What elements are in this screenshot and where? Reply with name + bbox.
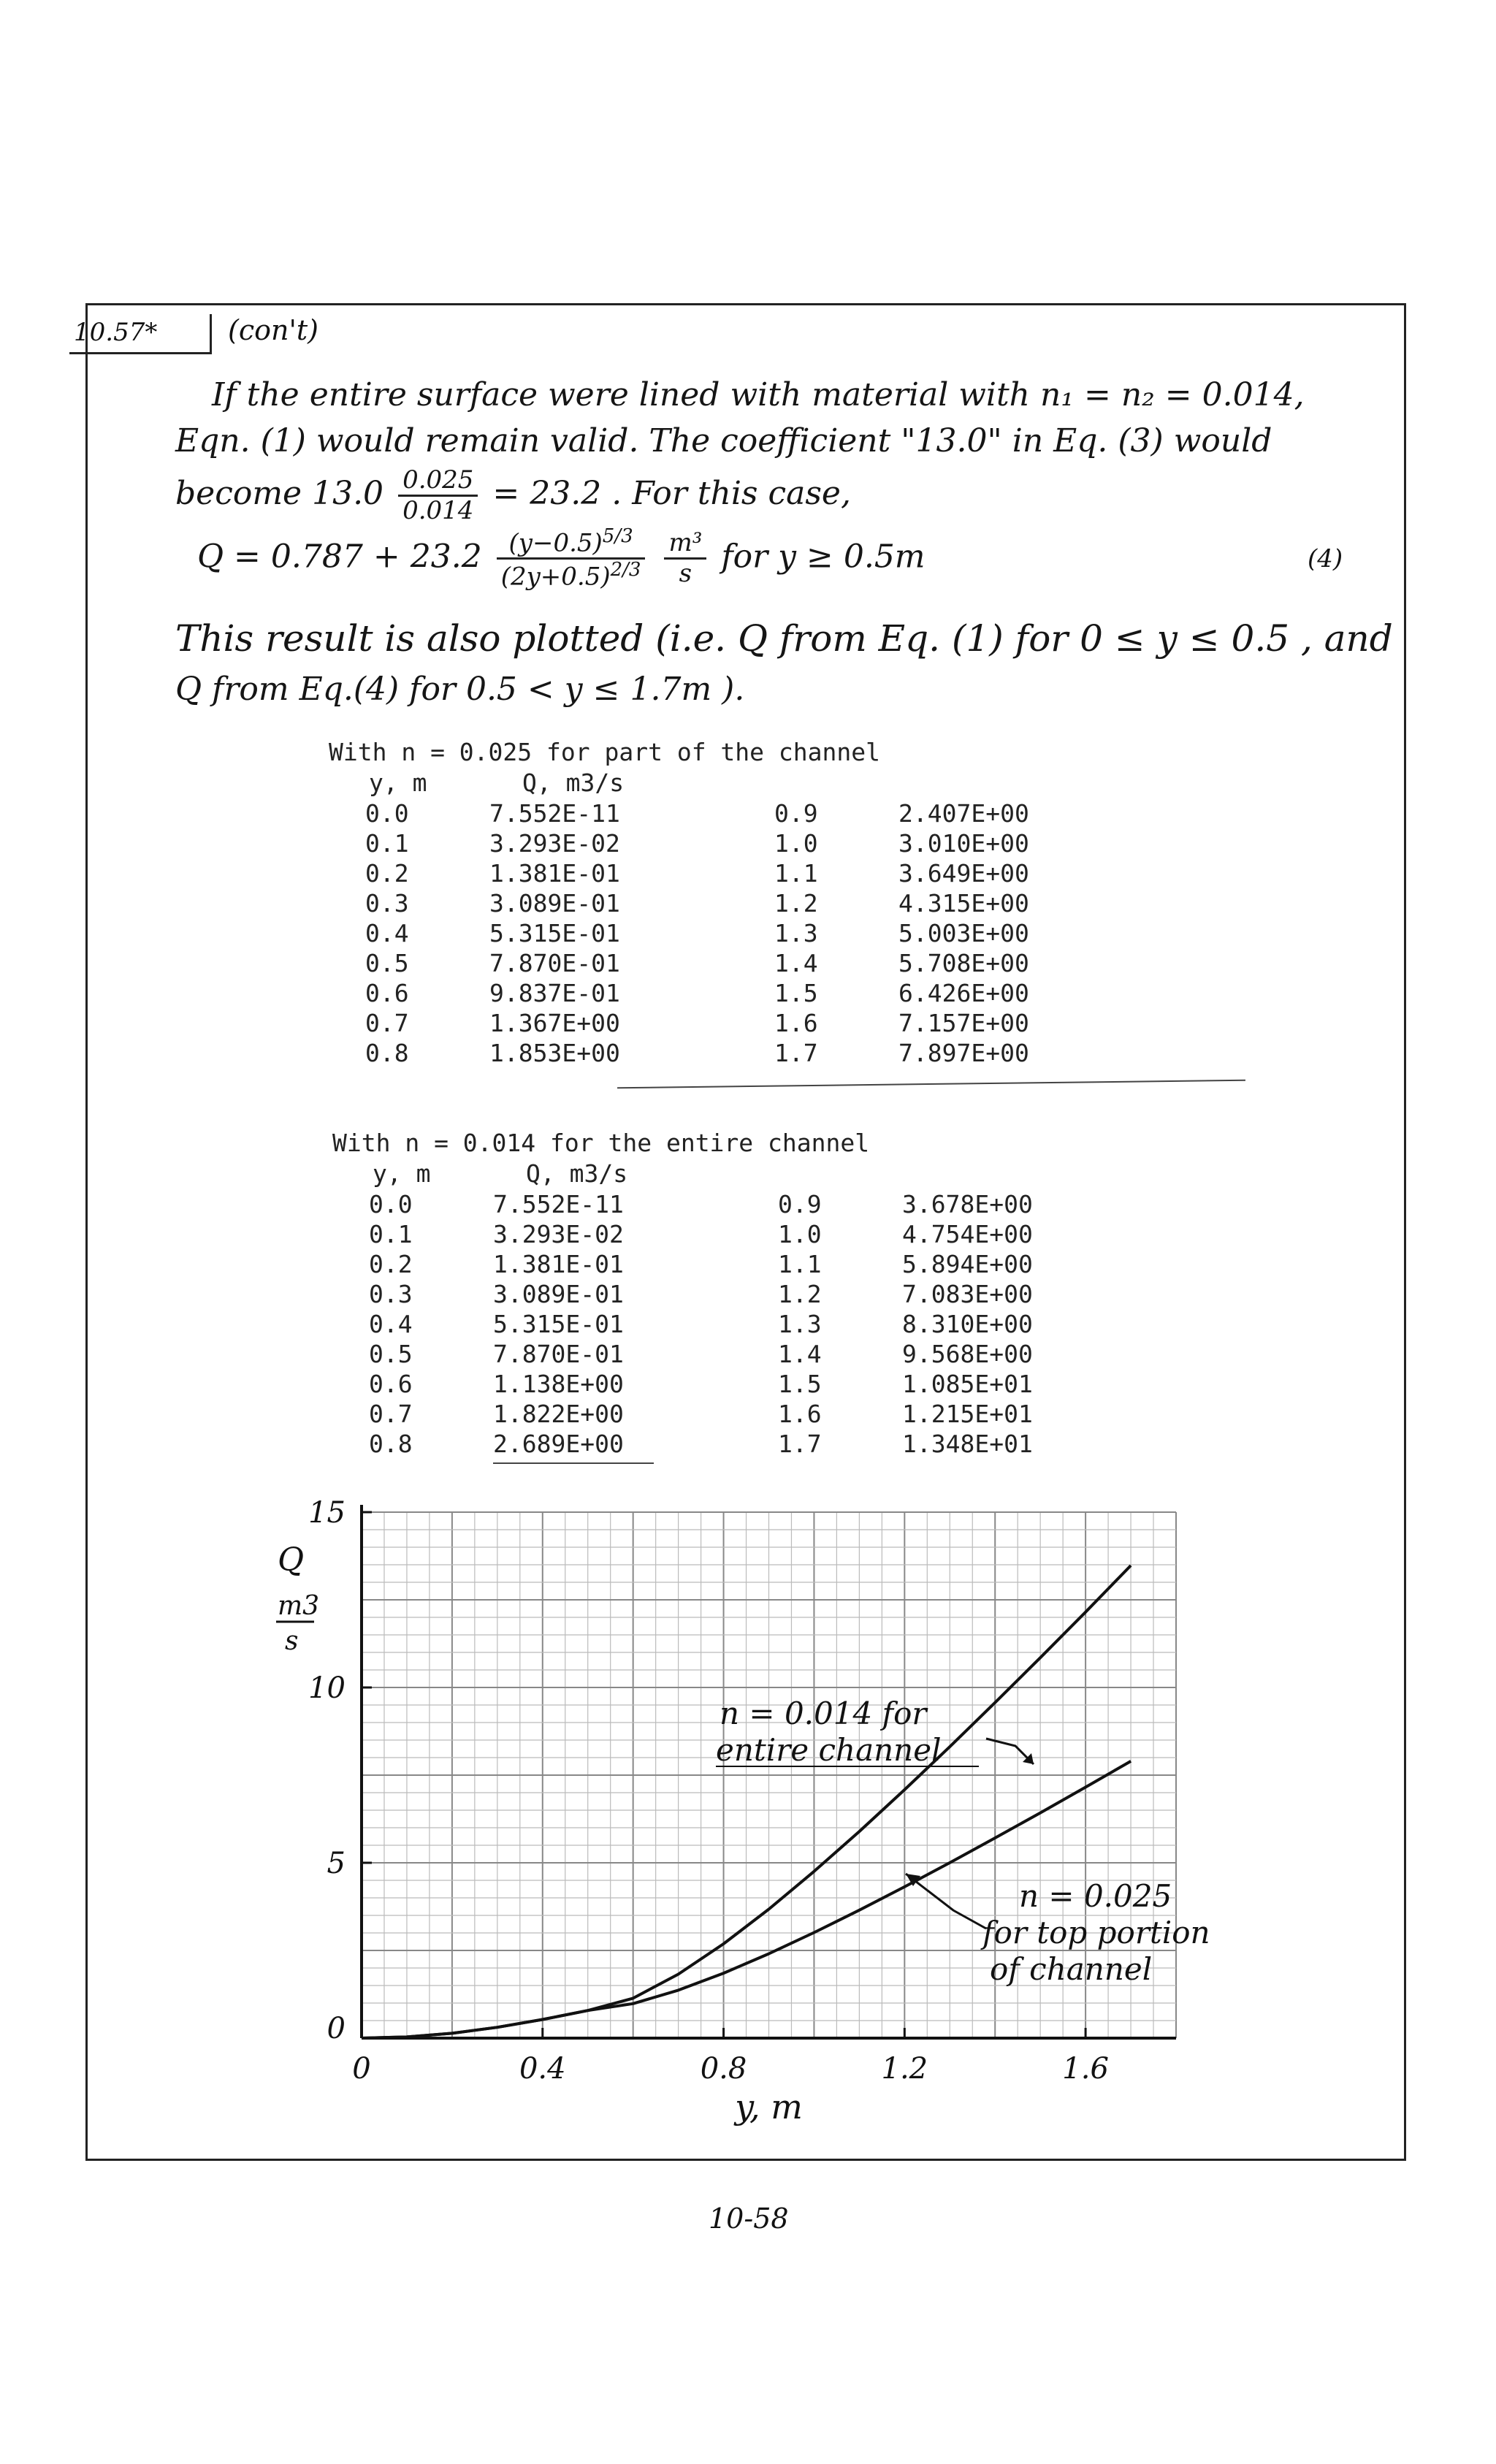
cell-q: 4.754E+00: [902, 1220, 1033, 1248]
cell-y: 1.4: [774, 949, 818, 977]
eq-den-base: (2y+0.5): [500, 562, 611, 592]
cell-y: 0.4: [365, 919, 409, 947]
cell-y: 0.8: [369, 1430, 413, 1458]
unit-numerator: m³: [664, 529, 706, 560]
table2-underline: [493, 1462, 654, 1464]
cell-q: 1.367E+00: [489, 1009, 620, 1037]
equation-numerator: [497, 526, 646, 560]
cell-y: 1.5: [778, 1370, 822, 1398]
equation-fraction: [497, 526, 646, 592]
cell-y: 1.5: [774, 979, 818, 1007]
cell-q: 1.822E+00: [493, 1400, 624, 1428]
cell-y: 0.9: [774, 799, 818, 828]
chart-ticks: [308, 1496, 1109, 2086]
table-row: [365, 978, 1066, 1008]
table-row: [365, 1008, 1066, 1038]
cell-q: 7.870E-01: [489, 949, 620, 977]
cell-y: 1.3: [778, 1310, 822, 1338]
cell-q: 3.678E+00: [902, 1190, 1033, 1218]
cell-y: 0.1: [369, 1220, 413, 1248]
equation-4: [197, 526, 926, 592]
y-axis-label-q: Q: [278, 1541, 305, 1579]
table-row: [369, 1279, 1070, 1309]
ratio-denominator: 0.014: [402, 496, 474, 526]
x-tick-label: 1.2: [881, 2052, 928, 2086]
y-axis-unit-num: m3: [278, 1591, 320, 1621]
cell-q: 5.315E-01: [493, 1310, 624, 1338]
cell-q: 3.089E-01: [489, 889, 620, 918]
cell-q: 4.315E+00: [898, 889, 1029, 918]
cell-y: 0.8: [365, 1039, 409, 1067]
table-row: [365, 828, 1066, 858]
cell-q: 2.689E+00: [493, 1430, 624, 1458]
cell-y: 0.7: [369, 1400, 413, 1428]
cell-y: 0.0: [369, 1190, 413, 1218]
text-line-3: [175, 466, 851, 525]
table1-col-y: y, m: [369, 768, 427, 797]
cell-y: 1.1: [774, 859, 818, 888]
table-row: [369, 1369, 1070, 1399]
table-row: [365, 948, 1066, 978]
cell-q: 1.853E+00: [489, 1039, 620, 1067]
cell-y: 1.7: [774, 1039, 818, 1067]
eq-den-exp: 2/3: [610, 559, 641, 581]
text-line-3a: become 13.0: [175, 475, 384, 513]
cell-y: 0.4: [369, 1310, 413, 1338]
cell-q: 3.293E-02: [493, 1220, 624, 1248]
chart-svg: [241, 1483, 1264, 2140]
cell-q: 5.708E+00: [898, 949, 1029, 977]
cell-q: 5.003E+00: [898, 919, 1029, 947]
cell-q: 7.157E+00: [898, 1009, 1029, 1037]
cell-q: 3.010E+00: [898, 829, 1029, 858]
annotation-n0025-line3: of channel: [990, 1951, 1153, 1987]
unit-fraction: [664, 529, 706, 588]
table-row: [369, 1429, 1070, 1459]
y-tick-label: 10: [308, 1671, 346, 1705]
y-axis-unit-den: s: [285, 1626, 299, 1656]
eq-num-base: (y−0.5): [508, 528, 603, 558]
cell-y: 1.4: [778, 1340, 822, 1368]
cell-q: 7.552E-11: [489, 799, 620, 828]
cell-q: 3.293E-02: [489, 829, 620, 858]
ratio-fraction: [398, 466, 478, 525]
cell-y: 0.9: [778, 1190, 822, 1218]
cell-q: 5.894E+00: [902, 1250, 1033, 1278]
equation-right: for y ≥ 0.5m: [721, 538, 926, 576]
cell-y: 1.0: [774, 829, 818, 858]
table-row: [365, 798, 1066, 828]
cell-y: 0.3: [365, 889, 409, 918]
cell-q: 1.138E+00: [493, 1370, 624, 1398]
table2-caption: With n = 0.014 for the entire channel: [332, 1129, 870, 1157]
table1: [365, 798, 1066, 1068]
table-row: [365, 858, 1066, 888]
cell-y: 0.6: [365, 979, 409, 1007]
cell-q: 2.407E+00: [898, 799, 1029, 828]
annotation-n0014-line1: n = 0.014 for: [720, 1696, 927, 1731]
annotation-n0025-line1: n = 0.025: [1019, 1878, 1172, 1914]
cell-y: 1.6: [778, 1400, 822, 1428]
text-line-1b: n₁ = n₂ = 0.014,: [1040, 376, 1305, 413]
text-line-1: [212, 376, 1305, 413]
text-line-6: Q from Eq.(4) for 0.5 < y ≤ 1.7m ).: [175, 671, 745, 708]
cell-q: 3.089E-01: [493, 1280, 624, 1308]
cell-q: 9.568E+00: [902, 1340, 1033, 1368]
cell-q: 5.315E-01: [489, 919, 620, 947]
table-row: [365, 918, 1066, 948]
cell-y: 0.2: [365, 859, 409, 888]
text-line-3b: = 23.2 . For this case,: [492, 475, 851, 513]
text-line-1a: If the entire surface were lined with material with: [212, 376, 1031, 413]
unit-denominator: s: [679, 559, 692, 589]
table2: [369, 1189, 1070, 1459]
cell-y: 0.3: [369, 1280, 413, 1308]
cell-q: 3.649E+00: [898, 859, 1029, 888]
x-tick-label: 0: [352, 2052, 371, 2086]
cell-y: 0.7: [365, 1009, 409, 1037]
annotation-n0025-line2: for top portion: [982, 1915, 1210, 1950]
cell-q: 7.083E+00: [902, 1280, 1033, 1308]
table-row: [369, 1219, 1070, 1249]
cell-q: 1.381E-01: [489, 859, 620, 888]
cell-q: 1.348E+01: [902, 1430, 1033, 1458]
cell-y: 1.1: [778, 1250, 822, 1278]
y-tick-label: 5: [327, 1847, 346, 1880]
table-row: [369, 1189, 1070, 1219]
cell-y: 0.5: [369, 1340, 413, 1368]
cell-y: 1.2: [778, 1280, 822, 1308]
cell-y: 0.2: [369, 1250, 413, 1278]
eq-num-exp: 5/3: [602, 525, 633, 547]
cell-q: 7.897E+00: [898, 1039, 1029, 1067]
page-number: 10-58: [709, 2202, 789, 2235]
equation-denominator: [497, 560, 646, 591]
cell-y: 0.0: [365, 799, 409, 828]
table-row: [369, 1249, 1070, 1279]
table1-caption: With n = 0.025 for part of the channel: [329, 738, 880, 766]
cell-q: 1.381E-01: [493, 1250, 624, 1278]
cell-y: 1.3: [774, 919, 818, 947]
table-row: [365, 1038, 1066, 1068]
table2-col-y: y, m: [373, 1159, 431, 1188]
cell-y: 1.7: [778, 1430, 822, 1458]
text-line-2: Eqn. (1) would remain valid. The coefficient "13.0" in Eq. (3) would: [175, 422, 1272, 459]
table-row: [365, 888, 1066, 918]
annotation-n0014-line2: entire channel: [716, 1732, 942, 1768]
table-row: [369, 1309, 1070, 1339]
x-tick-label: 1.6: [1062, 2052, 1109, 2086]
cell-y: 1.6: [774, 1009, 818, 1037]
continued-label: (con't): [228, 314, 319, 346]
table1-col-q: Q, m3/s: [522, 768, 625, 797]
y-tick-label: 15: [308, 1496, 346, 1530]
cell-y: 0.5: [365, 949, 409, 977]
cell-q: 7.870E-01: [493, 1340, 624, 1368]
x-tick-label: 0.4: [519, 2052, 566, 2086]
y-tick-label: 0: [327, 2012, 346, 2045]
cell-q: 1.085E+01: [902, 1370, 1033, 1398]
cell-y: 1.0: [778, 1220, 822, 1248]
equation-left: Q = 0.787 + 23.2: [197, 538, 482, 576]
cell-y: 0.1: [365, 829, 409, 858]
problem-number: 10.57*: [69, 314, 212, 354]
cell-q: 9.837E-01: [489, 979, 620, 1007]
table-row: [369, 1339, 1070, 1369]
text-line-5: This result is also plotted (i.e. Q from Eq. (1) for 0 ≤ y ≤ 0.5 , and: [175, 617, 1393, 660]
table-row: [369, 1399, 1070, 1429]
x-axis-label: y, m: [735, 2087, 803, 2127]
cell-y: 0.6: [369, 1370, 413, 1398]
equation-number: (4): [1308, 544, 1343, 573]
cell-q: 8.310E+00: [902, 1310, 1033, 1338]
cell-q: 7.552E-11: [493, 1190, 624, 1218]
annotation-arrow-n0025: [906, 1874, 986, 1929]
table2-col-q: Q, m3/s: [526, 1159, 628, 1188]
x-tick-label: 0.8: [700, 2052, 747, 2086]
cell-y: 1.2: [774, 889, 818, 918]
discharge-chart: [241, 1483, 1264, 2143]
cell-q: 1.215E+01: [902, 1400, 1033, 1428]
ratio-numerator: 0.025: [398, 466, 478, 497]
cell-q: 6.426E+00: [898, 979, 1029, 1007]
